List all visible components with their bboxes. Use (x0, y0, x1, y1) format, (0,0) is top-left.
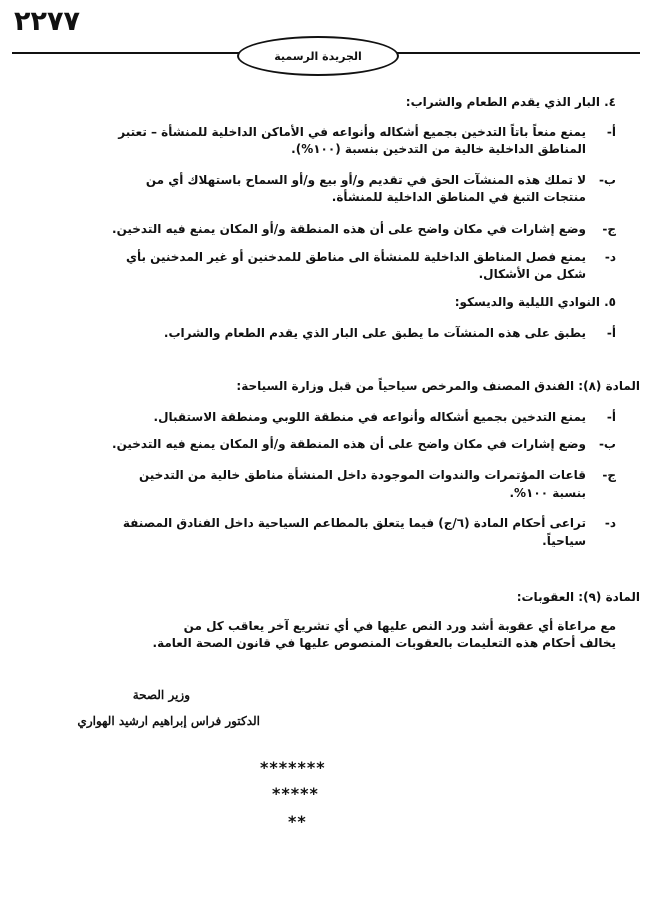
item-line: وضع إشارات في مكان واضح على أن هذه المنطقة و/أو المكان يمنع فيه التدخين. (112, 437, 586, 451)
item-line: لا تملك هذه المنشآت الحق في تقديم و/أو بيع و/أو السماح باستهلاك أي من (145, 173, 586, 187)
item-line: يطبق على هذه المنشآت ما يطبق على البار الذي يقدم الطعام والشراب. (163, 326, 586, 340)
signature-name: الدكتور فراس إبراهيم ارشيد الهواري (77, 714, 260, 728)
item-line: بنسبة ١٠٠%. (509, 486, 586, 500)
item-mark: ج- (602, 222, 616, 236)
item-line: شكل من الأشكال. (478, 267, 586, 281)
separator-stars-row2: ***** (272, 784, 319, 803)
item-line: منتجات التبغ في المناطق الداخلية للمنشأة. (331, 190, 586, 204)
item-line: المناطق الداخلية خالية من التدخين بنسبة (١٠٠%). (291, 142, 586, 156)
item-mark: أ- (606, 410, 616, 424)
item-mark: أ- (606, 326, 616, 340)
item-line: وضع إشارات في مكان واضح على أن هذه المنطقة و/أو المكان يمنع فيه التدخين. (112, 222, 586, 236)
article9-line: مع مراعاة أي عقوبة أشد ورد النص عليها في أي تشريع آخر يعاقب كل من (183, 619, 616, 633)
item-line: تراعى أحكام المادة (٦/ج) فيما يتعلق بالمطاعم السياحية داخل الفنادق المصنفة (122, 516, 586, 530)
item-line: يمنع فصل المناطق الداخلية للمنشأة الى مناطق للمدخنين أو غير المدخنين بأي (125, 250, 586, 264)
item-mark: ب- (598, 437, 616, 451)
separator-stars-row1: ******* (260, 758, 326, 777)
page-number: ٢٢٧٧ (14, 6, 80, 37)
article8-heading: المادة (٨): الفندق المصنف والمرخص سياحياً من قبل وزارة السياحة: (236, 379, 640, 393)
article9-line: يخالف أحكام هذه التعليمات بالعقوبات المنصوص عليها في قانون الصحة العامة. (152, 636, 616, 650)
item-mark: أ- (606, 125, 616, 139)
gazette-title: الجريدة الرسمية (274, 49, 362, 63)
item-line: يمنع التدخين بجميع أشكاله وأنواعه في منطقة اللوبي ومنطقة الاستقبال. (153, 410, 586, 424)
item-line: يمنع منعاً باتاً التدخين بجميع أشكاله وأنواعه في الأماكن الداخلية للمنشأة – تعتبر (118, 125, 586, 139)
signature-title: وزير الصحة (132, 688, 190, 702)
section4-heading: ٤. البار الذي يقدم الطعام والشراب: (405, 95, 616, 109)
item-mark: ج- (602, 468, 616, 482)
section5-heading: ٥. النوادي الليلية والديسكو: (454, 295, 616, 309)
separator-stars-row3: ** (288, 812, 307, 831)
item-line: قاعات المؤتمرات والندوات الموجودة داخل المنشأة مناطق خالية من التدخين (138, 468, 586, 482)
article9-heading: المادة (٩): العقوبات: (516, 590, 640, 604)
item-mark: د- (604, 250, 616, 264)
item-line: سياحياً. (542, 534, 586, 548)
item-mark: د- (604, 516, 616, 530)
item-mark: ب- (598, 173, 616, 187)
